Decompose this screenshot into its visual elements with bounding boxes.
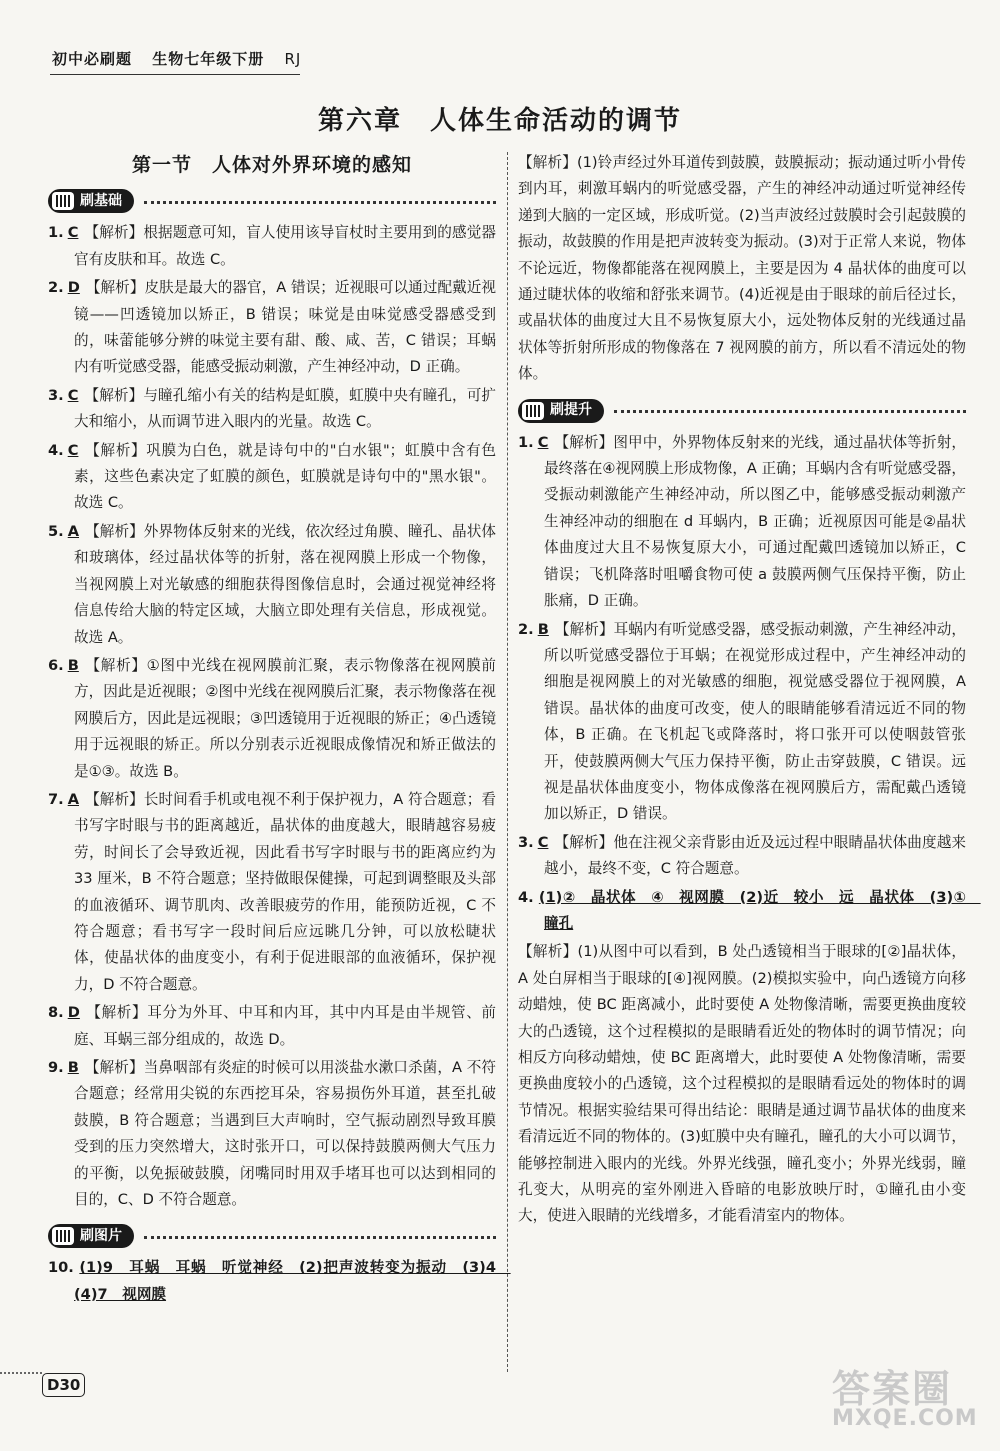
badge-pictures <box>48 1223 496 1249</box>
item-explanation: 【解析】当鼻咽部有炎症的时候可以用淡盐水漱口杀菌，A 不符合题意；经常用尖锐的东西挖耳朵，容易损伤外耳道，甚至扎破鼓膜，B 符合题意；当遇到巨大声响时，空气振动剧烈导致耳膜受到的压力突然增大，这时张开口，可以保持鼓膜两侧大气压力的平衡，以免振破鼓膜，闭嘴同时用双手堵耳也可以达到相同的目的，C、D 不符合题意。 <box>74 1059 496 1209</box>
item-number: 2. <box>48 279 64 297</box>
item-explanation: 【解析】他在注视父亲背影由近及远过程中眼睛晶状体曲度越来越小，最终不变，C 符合题意。 <box>544 833 966 878</box>
page-dots <box>0 1372 42 1374</box>
item-choice: C <box>67 224 79 242</box>
page-number: D30 <box>42 1373 85 1397</box>
item-explanation: 【解析】与瞳孔缩小有关的结构是虹膜，虹膜中央有瞳孔，可扩大和缩小，从而调节进入眼内的光量。故选 C。 <box>74 386 496 431</box>
item-choice: B <box>67 656 79 674</box>
item-number: 3. <box>48 386 64 404</box>
item-choice: C <box>67 386 79 404</box>
watermark <box>832 1358 982 1438</box>
subject-name: 生物七年级下册 <box>152 50 265 68</box>
right-column <box>518 150 981 1230</box>
answer-item <box>48 1000 496 1053</box>
item-number: 6. <box>48 656 64 674</box>
answer-item <box>48 220 496 273</box>
section-title: 第一节 人体对外界环境的感知 <box>131 154 412 176</box>
item-number: 4. <box>518 888 534 906</box>
answer-item <box>518 617 966 828</box>
badge-basic <box>48 188 496 214</box>
item-explanation: 【解析】巩膜为白色，就是诗句中的"白水银"；虹膜中含有色素，这些色素决定了虹膜的颜色，虹膜就是诗句中的"黑水银"。故选 C。 <box>74 441 496 512</box>
answer-item <box>48 275 496 381</box>
answer-item <box>48 1055 496 1213</box>
dotted-rule <box>144 1236 496 1239</box>
item-number: 8. <box>48 1004 64 1022</box>
item-number: 5. <box>48 522 64 540</box>
item-explanation: 【解析】长时间看手机或电视不利于保护视力，A 符合题意；看书写字时眼与书的距离越近，晶状体的曲度越大，眼睛越容易疲劳，时间长了会导致近视，因此看书写字时眼与书的距离应约为 33 厘米，B 不符合题意；坚持做眼保健操，可起到调整眼及头部的血液循环、调节肌肉、改善眼疲劳的作用，能预防近视，C 不符合题意；看书写字一段时间后应远眺几分钟，可以放松睫状体，使晶状体的曲度变小，有利于促进眼部的血液循环，保护视力，D 不符合题意。 <box>74 790 496 993</box>
item-number: 4. <box>48 441 64 459</box>
item-choice: C <box>67 441 79 459</box>
item-number: 1. <box>48 224 64 242</box>
picture-item <box>48 1255 511 1308</box>
watermark-logo: 答案圈 <box>832 1367 953 1411</box>
item-choice: B <box>537 620 549 638</box>
watermark-url: MXQE.COM <box>832 1406 978 1431</box>
item-explanation: 【解析】根据题意可知，盲人使用该导盲杖时主要用到的感觉器官有皮肤和耳。故选 C。 <box>74 224 496 268</box>
answer-item <box>48 653 496 785</box>
advanced-answer-list <box>518 430 966 883</box>
answer-item <box>48 787 496 998</box>
item-choice: C <box>537 433 549 451</box>
q10-explanation: 【解析】(1)铃声经过外耳道传到鼓膜，鼓膜振动；振动通过听小骨传到内耳，刺激耳蜗内的听觉感受器，产生的神经冲动通过听觉神经传递到大脑的一定区域，形成听觉。(2)当声波经过鼓膜时会引起鼓膜的振动，故鼓膜的作用是把声波转变为振动。(3)对于正常人来说，物体不论远近，物像都能落在视网膜上，主要是因为 4 晶状体的曲度可以通过睫状体的收缩和舒张来调节。(4)近视是由于眼球的前后径过长，或晶状体的曲度过大且不易恢复原大小，远处物体反射的光线通过晶状体等折射所形成的物像落在 7 视网膜的前方，所以看不清远处的物体。 <box>518 154 966 383</box>
column-divider <box>507 152 508 1372</box>
badge-label: 刷基础 <box>80 193 122 210</box>
item-number: 7. <box>48 790 64 808</box>
dotted-rule <box>144 201 496 204</box>
answer-item <box>48 519 496 651</box>
q4-explanation: 【解析】(1)从图中可以看到，B 处凸透镜相当于眼球的[②]晶状体，A 处白屏相当于眼球的[④]视网膜。(2)模拟实验中，向凸透镜方向移动蜡烛，使 BC 距离减小，此时要使 A 处物像清晰，需要更换曲度较大的凸透镜，这个过程模拟的是眼睛看近处的物体时的调节情况；向相反方向移动蜡烛，使 BC 距离增大，此时要使 A 处物像清晰，需要更换曲度较小的凸透镜，这个过程模拟的是眼睛看远处的物体时的调节情况。根据实验结果可得出结论：眼睛是通过调节晶状体的曲度来看清远近不同的物体的。(3)虹膜中央有瞳孔，瞳孔的大小可以调节，能够控制进入眼内的光线。外界光线强，瞳孔变小；外界光线弱，瞳孔变大，从明亮的室外刚进入昏暗的电影放映厅时，①瞳孔由小变大，使进入眼睛的光线增多，才能看清室内的物体。 <box>518 943 966 1225</box>
item-choice: B <box>67 1059 79 1076</box>
item-number: 9. <box>48 1059 64 1076</box>
item-number: 3. <box>518 833 534 851</box>
badge-label: 刷图片 <box>80 1228 122 1245</box>
item-explanation: 【解析】皮肤是最大的器官，A 错误；近视眼可以通过配戴近视镜——凹透镜加以矫正，B 错误；味觉是由味觉感受器感受到的，味蕾能够分辨的味觉主要有甜、酸、咸、苦，C 错误；耳蜗内有听觉感受器，能感受振动刺激，产生神经冲动，D 正确。 <box>74 279 496 376</box>
book-name: 初中必刷题 <box>52 50 133 68</box>
item-number: 1. <box>518 433 534 451</box>
book-icon <box>522 402 544 420</box>
answer-item <box>518 830 966 883</box>
item-answer: (1)9 耳蜗 耳蜗 听觉神经 (2)把声波转变为振动 (3)4 (4)7 视网膜 <box>74 1259 511 1303</box>
item-choice: A <box>67 790 79 808</box>
badge-pill <box>48 1224 134 1248</box>
item-choice: A <box>67 522 79 540</box>
item-explanation: 【解析】图甲中，外界物体反射来的光线，通过晶状体等折射，最终落在④视网膜上形成物像，A 正确；耳蜗内含有听觉感受器，受振动刺激能产生神经冲动，所以图乙中，能够感受振动刺激产生神经冲动的细胞在 d 耳蜗内，B 正确；近视原因可能是②晶状体曲度过大且不易恢复原大小，可通过配戴凹透镜加以矫正，C 错误；飞机降落时咀嚼食物可使 a 鼓膜两侧气压保持平衡，防止胀痛，D 正确。 <box>544 433 966 610</box>
header-rule <box>50 74 300 75</box>
item-answer: (1)② 晶状体 ④ 视网膜 (2)近 较小 远 晶状体 (3)① 瞳孔 <box>538 888 981 932</box>
left-column <box>48 150 511 1310</box>
item-explanation: 【解析】①图中光线在视网膜前汇聚，表示物像落在视网膜前方，因此是近视眼；②图中光线在视网膜后汇聚，表示物像落在视网膜后方，因此是远视眼；③凹透镜用于近视眼的矫正；④凸透镜用于远视眼的矫正。所以分别表示近视眼成像情况和矫正做法的是①③。故选 B。 <box>74 656 496 780</box>
running-header <box>52 48 315 69</box>
chapter-title: 第六章 人体生命活动的调节 <box>317 106 682 136</box>
answer-item <box>48 383 496 436</box>
item-explanation: 【解析】耳分为外耳、中耳和内耳，其中内耳是由半规管、前庭、耳蜗三部分组成的，故选 D。 <box>74 1004 496 1048</box>
answer-item <box>48 438 496 517</box>
item-number: 2. <box>518 620 534 638</box>
badge-pill <box>518 399 604 423</box>
item-number: 10. <box>48 1259 74 1277</box>
q4-item <box>518 885 981 938</box>
basic-answer-list <box>48 220 496 1213</box>
answer-item <box>518 430 966 615</box>
item-explanation: 【解析】耳蜗内有听觉感受器，感受振动刺激，产生神经冲动，所以听觉感受器位于耳蜗；在视觉形成过程中，产生神经冲动的细胞是视网膜上的对光敏感的细胞，视觉感受器位于视网膜，A 错误。晶状体的曲度可改变，使人的眼睛能够看清远近不同的物体，B 正确。在飞机起飞或降落时，将口张开可以使咽鼓管张开，使鼓膜两侧大气压力保持平衡，防止击穿鼓膜，C 错误。远视是晶状体曲度变小，物体成像落在视网膜后方，需配戴凸透镜加以矫正，D 错误。 <box>544 620 966 823</box>
badge-label: 刷提升 <box>550 402 592 419</box>
dotted-rule <box>614 410 966 413</box>
item-choice: C <box>537 833 549 851</box>
edition: RJ <box>284 50 302 68</box>
book-icon <box>52 1227 74 1245</box>
item-choice: D <box>67 1004 80 1022</box>
badge-advanced <box>518 398 966 424</box>
item-explanation: 【解析】外界物体反射来的光线，依次经过角膜、瞳孔、晶状体和玻璃体，经过晶状体等的折射，落在视网膜上形成一个物像，当视网膜上对光敏感的细胞获得图像信息时，会通过视觉神经将信息传给大脑的特定区域，大脑立即处理有关信息，形成视觉。故选 A。 <box>74 522 496 646</box>
badge-pill <box>48 189 134 213</box>
book-icon <box>52 192 74 210</box>
item-choice: D <box>67 279 80 297</box>
